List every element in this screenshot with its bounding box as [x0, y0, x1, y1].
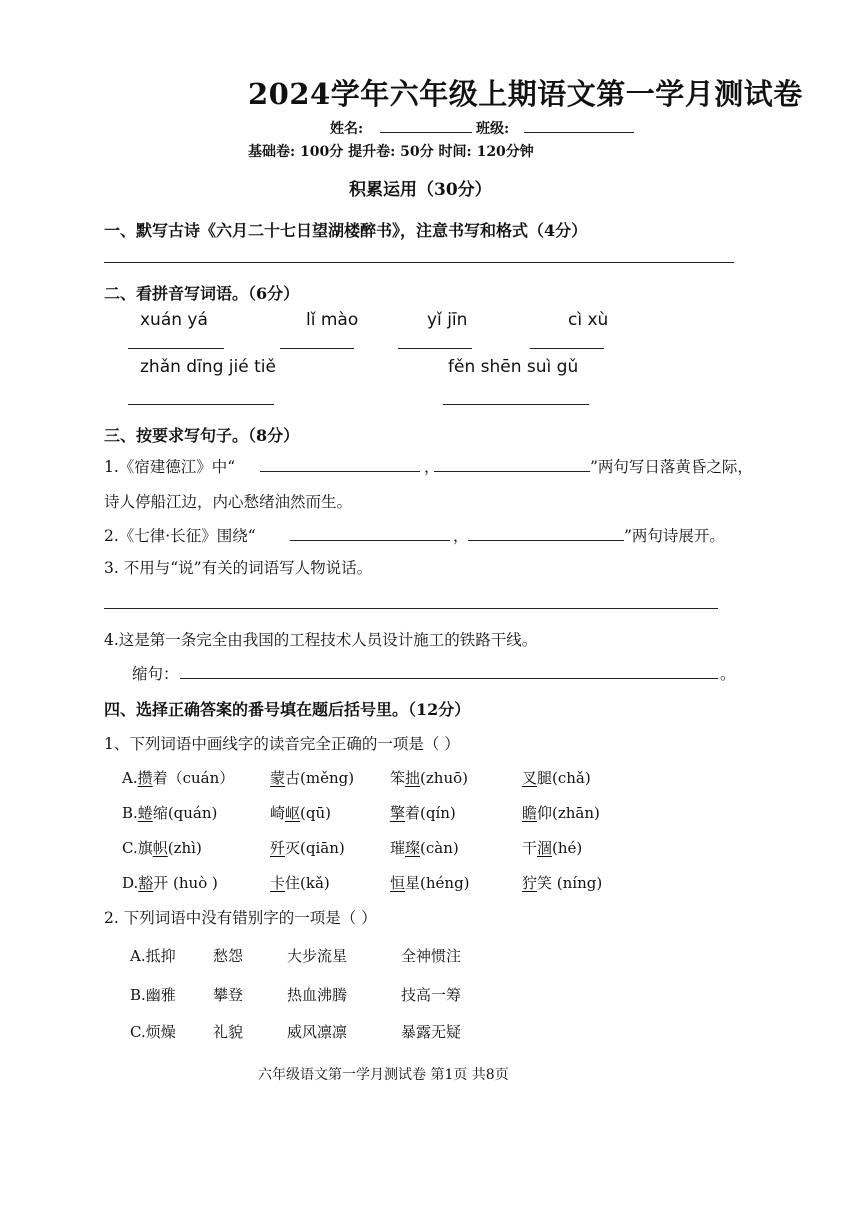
q4-r2-c4: 瞻仰(zhān)	[522, 804, 600, 822]
q4-2-r2-c1: B.幽雅	[130, 986, 176, 1004]
q4-r2-c2: 崎岖(qū)	[270, 804, 331, 822]
q4-2-r3-c1: C.烦燥	[130, 1023, 176, 1041]
pinyin-4-blank[interactable]	[530, 348, 604, 349]
q4-r4-c3: 恒星(héng)	[390, 874, 470, 892]
q3-s2-blank-2[interactable]	[468, 540, 624, 541]
pinyin-6: fěn shēn suì gǔ	[448, 357, 579, 377]
q4-2-r2-c4: 技高一筹	[401, 986, 462, 1004]
q4-2-r2-c2: 攀登	[213, 986, 244, 1004]
name-blank[interactable]	[380, 132, 472, 133]
page-footer: 六年级语文第一学月测试卷 第1页 共8页	[258, 1067, 509, 1083]
class-blank[interactable]	[524, 132, 634, 133]
q3-s1-comma: ，	[424, 458, 440, 476]
q3-s4-end: 。	[720, 665, 736, 683]
q4-r3-c4: 干涸(hé)	[522, 839, 583, 857]
pinyin-5-blank[interactable]	[128, 404, 274, 405]
q4-r3-c3: 璀璨(càn)	[390, 839, 459, 857]
q4-r4-c1: D.豁开 (huò )	[122, 874, 218, 892]
part-title: 积累运用（30分）	[349, 180, 492, 200]
class-label: 班级:	[476, 121, 510, 137]
q4-2-r1-c4: 全神惯注	[401, 947, 462, 965]
pinyin-4: cì xù	[568, 310, 609, 330]
q4-r2-c3: 擎着(qín)	[390, 804, 456, 822]
q4-r3-c2: 歼灭(qiān)	[270, 839, 345, 857]
exam-info: 基础卷: 100分 提升卷: 50分 时间: 120分钟	[248, 144, 534, 160]
q3-s3: 3. 不用与“说”有关的词语写人物说话。	[104, 559, 373, 577]
q4-2-r3-c2: 礼貌	[213, 1023, 244, 1041]
q3-s4: 4.这是第一条完全由我国的工程技术人员设计施工的铁路干线。	[104, 631, 538, 649]
q2-title: 二、看拼音写词语。（6分）	[104, 284, 300, 303]
q4-r3-c1: C.旗帜(zhì)	[122, 839, 202, 857]
q4-title: 四、选择正确答案的番号填在题后括号里。（12分）	[104, 700, 471, 719]
q4-r4-c2: 卡住(kǎ)	[270, 874, 330, 892]
q3-s1-start: 1.《宿建德江》中“	[104, 458, 236, 476]
pinyin-1-blank[interactable]	[128, 348, 224, 349]
q3-s4-answer-line[interactable]	[180, 678, 718, 679]
q4-2-r1-c2: 愁怨	[213, 947, 244, 965]
q3-s2-start: 2.《七律·长征》围绕“	[104, 527, 256, 545]
q4-r2-c1: B.蜷缩(quán)	[122, 804, 218, 822]
q3-s2-end: ”两句诗展开。	[624, 527, 725, 545]
page-title: 2024学年六年级上期语文第一学月测试卷	[248, 77, 803, 111]
q4-r1-c2: 蒙古(měng)	[270, 769, 355, 787]
pinyin-6-blank[interactable]	[443, 404, 589, 405]
q1-title: 一、默写古诗《六月二十七日望湖楼醉书》，注意书写和格式（4分）	[104, 221, 588, 240]
pinyin-2-blank[interactable]	[280, 348, 354, 349]
q4-2-r1-c3: 大步流星	[287, 947, 348, 965]
q4-sub2: 2. 下列词语中没有错别字的一项是（ ）	[104, 909, 377, 927]
q3-s1-blank-1[interactable]	[260, 471, 420, 472]
q3-s1-cont: 诗人停船江边，内心愁绪油然而生。	[104, 493, 353, 511]
pinyin-1: xuán yá	[140, 310, 208, 330]
q4-2-r1-c1: A.抵抑	[130, 947, 176, 965]
q4-sub1: 1、下列词语中画线字的读音完全正确的一项是（ ）	[104, 735, 460, 753]
q4-2-r2-c3: 热血沸腾	[287, 986, 348, 1004]
pinyin-3-blank[interactable]	[398, 348, 472, 349]
q3-s2-comma: ，	[453, 527, 469, 545]
pinyin-2: lǐ mào	[306, 310, 359, 330]
q4-r1-c4: 叉腿(chǎ)	[522, 769, 591, 787]
q3-s2-blank-1[interactable]	[290, 540, 450, 541]
q3-s3-answer-line[interactable]	[104, 608, 718, 609]
q3-title: 三、按要求写句子。（8分）	[104, 426, 300, 445]
q3-s1-end: ”两句写日落黄昏之际，	[590, 458, 753, 476]
q4-r4-c4: 狞笑 (níng)	[522, 874, 603, 892]
pinyin-5: zhǎn dīng jié tiě	[140, 357, 276, 377]
q4-2-r3-c3: 威风凛凛	[287, 1023, 348, 1041]
q3-s4-label: 缩句：	[132, 665, 179, 683]
q4-2-r3-c4: 暴露无疑	[401, 1023, 462, 1041]
q1-answer-line[interactable]	[104, 262, 734, 263]
q4-r1-c1: A.攒着（cuán）	[122, 769, 235, 787]
name-label: 姓名:	[330, 121, 364, 137]
q3-s1-blank-2[interactable]	[434, 471, 590, 472]
q4-r1-c3: 笨拙(zhuō)	[390, 769, 468, 787]
pinyin-3: yǐ jīn	[427, 310, 468, 330]
